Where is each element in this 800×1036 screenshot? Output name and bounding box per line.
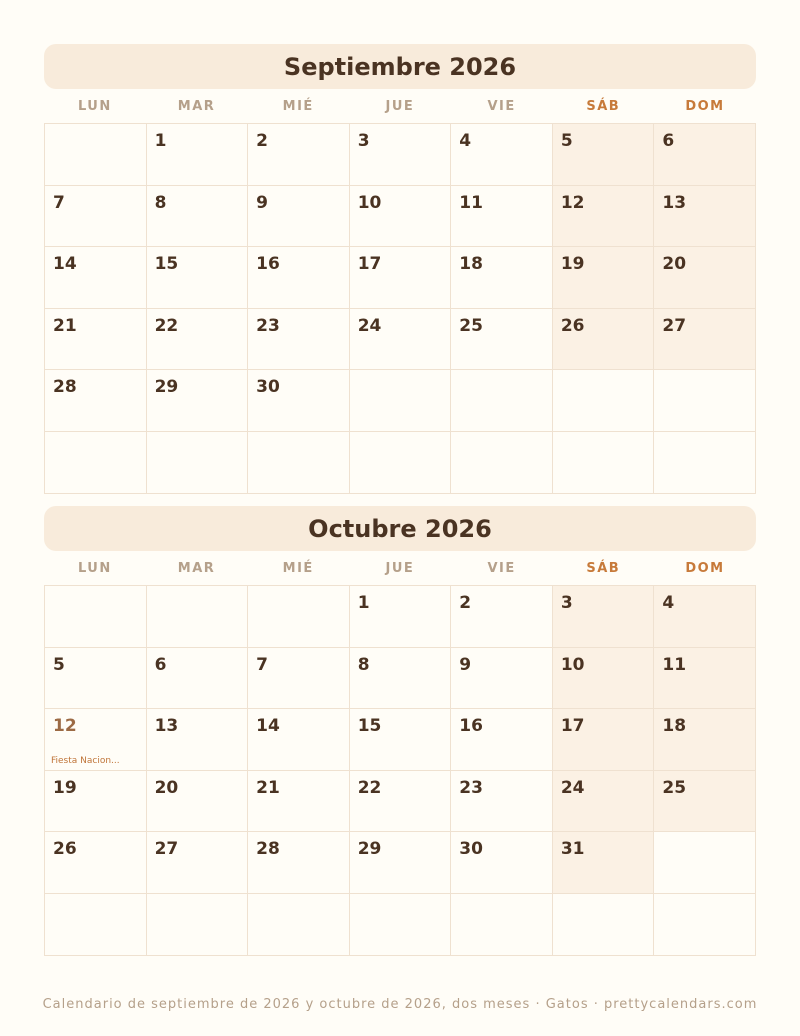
weekday-label: MIÉ [282, 98, 314, 114]
empty-day-cell [45, 586, 147, 648]
day-cell[interactable] [553, 832, 655, 894]
day-cell[interactable] [45, 771, 147, 833]
day-number: 31 [560, 839, 585, 860]
weekday-label: MIÉ [282, 560, 314, 576]
day-number: 23 [459, 777, 483, 798]
day-cell[interactable] [147, 186, 249, 248]
day-number: 18 [662, 716, 687, 737]
weekday-label: LUN [77, 560, 112, 576]
day-cell[interactable] [350, 832, 452, 894]
day-cell[interactable] [350, 309, 452, 371]
day-number: 17 [357, 254, 382, 275]
weekday-label: VIE [487, 98, 516, 114]
day-cell[interactable] [553, 247, 655, 309]
empty-day-cell [45, 432, 147, 494]
day-cell[interactable] [654, 709, 756, 771]
day-cell[interactable] [553, 586, 655, 648]
empty-day-cell [147, 894, 249, 956]
day-cell[interactable] [553, 648, 655, 710]
day-cell[interactable] [248, 709, 350, 771]
day-cell[interactable] [248, 124, 350, 186]
day-number: 6 [662, 131, 675, 151]
day-number: 14 [256, 716, 280, 737]
day-cell[interactable] [451, 771, 553, 833]
empty-day-cell [553, 370, 655, 432]
day-number: 4 [662, 593, 675, 613]
day-cell[interactable] [451, 124, 553, 186]
day-cell[interactable] [451, 832, 553, 894]
day-cell[interactable] [248, 370, 350, 432]
day-cell[interactable] [248, 648, 350, 710]
day-number: 17 [560, 716, 585, 737]
day-number: 5 [560, 131, 573, 151]
day-number: 1 [154, 131, 167, 151]
day-cell[interactable] [45, 186, 147, 248]
holiday-label: Fiesta Nacion... [51, 755, 120, 766]
empty-day-cell [147, 586, 249, 648]
empty-day-cell [350, 432, 452, 494]
day-cell[interactable] [350, 586, 452, 648]
day-cell[interactable] [147, 247, 249, 309]
weekday-label: LUN [77, 98, 112, 114]
empty-day-cell [451, 432, 553, 494]
empty-day-cell [654, 894, 756, 956]
day-number: 19 [560, 254, 585, 275]
day-cell[interactable] [654, 586, 756, 648]
day-number: 5 [53, 654, 65, 675]
day-number: 25 [662, 777, 687, 798]
day-cell[interactable] [45, 370, 147, 432]
day-number: 28 [53, 377, 77, 398]
day-number: 21 [256, 777, 280, 798]
day-number: 16 [256, 254, 280, 275]
day-number: 22 [154, 315, 179, 336]
weekday-label: JUE [385, 560, 415, 576]
weekday-label: MAR [177, 98, 216, 114]
calendar-grid [44, 123, 756, 494]
day-number: 11 [459, 192, 483, 213]
day-number: 9 [256, 192, 268, 213]
footer-caption: Calendario de septiembre de 2026 y octubre de 2026, dos meses · Gatos · prettycalendars.com [42, 997, 758, 1012]
day-number: 21 [53, 315, 77, 336]
empty-day-cell [248, 894, 350, 956]
day-number: 15 [357, 716, 382, 737]
empty-day-cell [248, 432, 350, 494]
day-cell[interactable] [147, 832, 249, 894]
day-number: 20 [662, 254, 687, 275]
day-cell[interactable] [147, 709, 249, 771]
day-number: 25 [459, 315, 483, 336]
weekday-label: DOM [685, 98, 725, 114]
empty-day-cell [451, 370, 553, 432]
day-cell[interactable] [654, 771, 756, 833]
day-number: 2 [256, 131, 268, 151]
day-cell[interactable] [248, 247, 350, 309]
day-number: 26 [560, 315, 585, 336]
empty-day-cell [350, 370, 452, 432]
day-cell[interactable] [654, 186, 756, 248]
day-cell[interactable] [553, 771, 655, 833]
day-number: 27 [154, 839, 179, 860]
day-number: 30 [256, 377, 280, 398]
empty-day-cell [654, 370, 756, 432]
day-cell[interactable] [654, 309, 756, 371]
day-number: 20 [154, 777, 179, 798]
day-number: 19 [53, 777, 77, 798]
day-number: 26 [53, 839, 77, 860]
weekday-label: SÁB [586, 98, 621, 114]
day-cell[interactable] [553, 309, 655, 371]
day-cell[interactable] [451, 309, 553, 371]
day-cell[interactable] [451, 186, 553, 248]
day-number: 9 [459, 654, 472, 675]
day-cell[interactable] [553, 186, 655, 248]
day-number: 13 [662, 192, 687, 213]
weekday-label: SÁB [586, 560, 621, 576]
day-cell[interactable] [553, 124, 655, 186]
day-number: 23 [256, 315, 280, 336]
day-cell[interactable] [654, 124, 756, 186]
empty-day-cell [654, 432, 756, 494]
calendar-grid [44, 585, 756, 956]
day-number: 8 [154, 192, 167, 213]
day-cell[interactable] [451, 247, 553, 309]
day-cell[interactable] [350, 709, 452, 771]
day-cell[interactable] [45, 247, 147, 309]
day-number: 8 [357, 654, 370, 675]
day-cell[interactable] [654, 247, 756, 309]
day-cell[interactable] [248, 771, 350, 833]
day-number: 7 [53, 192, 65, 213]
day-cell[interactable] [451, 648, 553, 710]
day-number: 7 [256, 654, 268, 675]
day-number: 27 [662, 315, 687, 336]
day-cell[interactable] [248, 832, 350, 894]
day-number: 24 [560, 777, 585, 798]
day-number: 14 [53, 254, 77, 275]
day-cell[interactable] [654, 648, 756, 710]
day-cell[interactable] [350, 648, 452, 710]
empty-day-cell [248, 586, 350, 648]
empty-day-cell [451, 894, 553, 956]
day-number: 13 [154, 716, 179, 737]
day-cell[interactable] [451, 709, 553, 771]
day-cell[interactable] [45, 832, 147, 894]
month-title: Septiembre 2026 [44, 44, 756, 89]
day-cell[interactable] [45, 709, 147, 771]
day-cell[interactable] [147, 648, 249, 710]
day-cell[interactable] [350, 771, 452, 833]
day-number: 6 [154, 654, 167, 675]
month-september [44, 44, 756, 494]
day-number: 4 [459, 131, 472, 151]
day-number: 15 [154, 254, 179, 275]
empty-day-cell [350, 894, 452, 956]
day-number: 24 [357, 315, 382, 336]
day-number: 12 [53, 716, 77, 737]
day-number: 1 [357, 593, 370, 613]
day-number: 3 [357, 131, 370, 151]
weekday-label: DOM [685, 560, 725, 576]
day-number: 2 [459, 593, 472, 613]
day-number: 11 [662, 654, 687, 675]
day-cell[interactable] [553, 709, 655, 771]
day-cell[interactable] [350, 247, 452, 309]
empty-day-cell [553, 894, 655, 956]
day-cell[interactable] [147, 309, 249, 371]
empty-day-cell [45, 124, 147, 186]
day-cell[interactable] [248, 309, 350, 371]
day-number: 29 [357, 839, 382, 860]
day-cell[interactable] [248, 186, 350, 248]
empty-day-cell [45, 894, 147, 956]
day-number: 10 [560, 654, 585, 675]
month-october [44, 506, 756, 956]
day-cell[interactable] [350, 186, 452, 248]
day-number: 3 [560, 593, 573, 613]
day-cell[interactable] [451, 586, 553, 648]
day-number: 16 [459, 716, 483, 737]
day-number: 12 [560, 192, 585, 213]
day-number: 22 [357, 777, 382, 798]
day-cell[interactable] [147, 370, 249, 432]
day-cell[interactable] [45, 648, 147, 710]
weekday-label: MAR [177, 560, 216, 576]
day-cell[interactable] [350, 124, 452, 186]
empty-day-cell [553, 432, 655, 494]
day-cell[interactable] [147, 124, 249, 186]
month-title: Octubre 2026 [44, 506, 756, 551]
empty-day-cell [654, 832, 756, 894]
weekday-header [44, 551, 756, 585]
day-number: 18 [459, 254, 483, 275]
empty-day-cell [147, 432, 249, 494]
day-cell[interactable] [147, 771, 249, 833]
day-number: 10 [357, 192, 382, 213]
day-number: 29 [154, 377, 179, 398]
day-cell[interactable] [45, 309, 147, 371]
weekday-label: VIE [487, 560, 516, 576]
weekday-header [44, 89, 756, 123]
weekday-label: JUE [385, 98, 415, 114]
day-number: 28 [256, 839, 280, 860]
day-number: 30 [459, 839, 483, 860]
